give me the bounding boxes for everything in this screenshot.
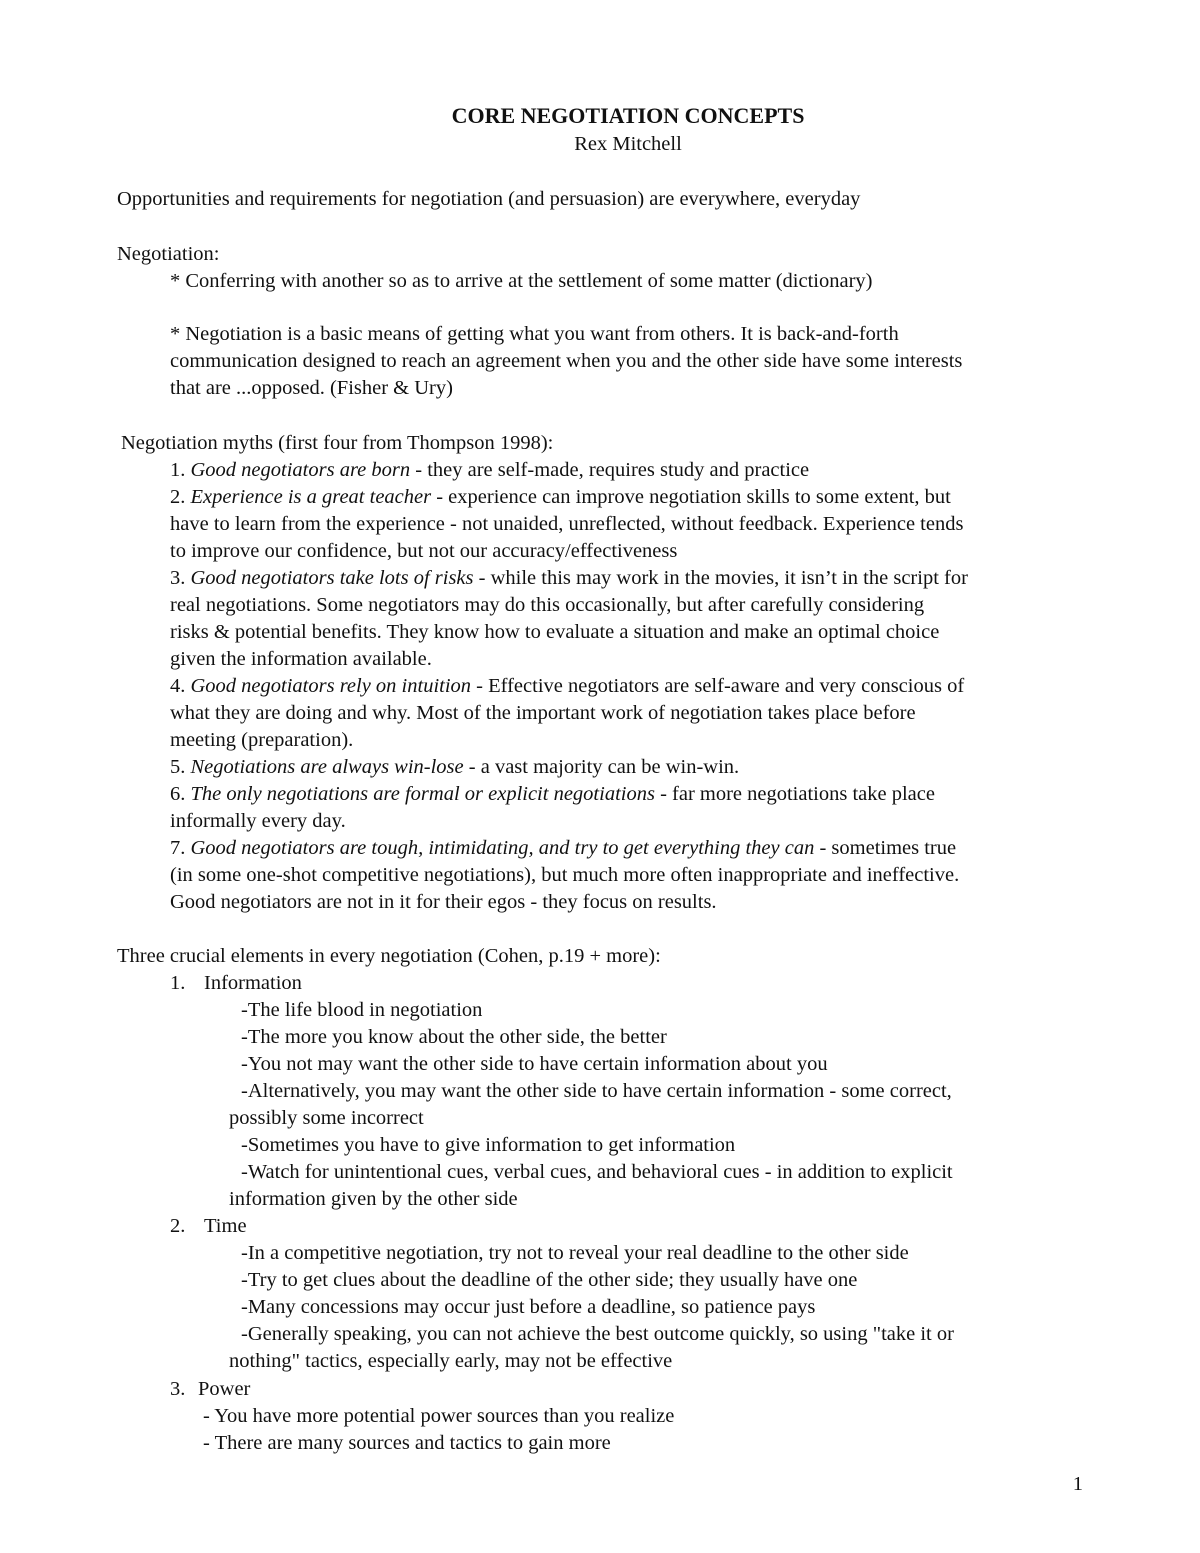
- myth-6-line: informally every day.: [170, 810, 346, 832]
- element-power-label: Power: [198, 1378, 251, 1400]
- element-number: 1.: [170, 972, 186, 994]
- myth-7-line: Good negotiators are not in it for their egos - they focus on results.: [170, 891, 717, 913]
- information-point: -You not may want the other side to have certain information about you: [241, 1053, 828, 1075]
- elements-heading: Three crucial elements in every negotiation (Cohen, p.19 + more):: [117, 945, 661, 967]
- definition-fisher-ury-line: communication designed to reach an agreement when you and the other side have some interests: [170, 350, 963, 372]
- myth-3-line: real negotiations. Some negotiators may do this occasionally, but after carefully considering: [170, 594, 925, 616]
- element-number: 2.: [170, 1215, 186, 1237]
- myth-4-line: meeting (preparation).: [170, 729, 354, 751]
- myths-heading: Negotiation myths (first four from Thompson 1998):: [121, 432, 554, 454]
- myth-2-line: to improve our confidence, but not our accuracy/effectiveness: [170, 540, 678, 562]
- information-point-continued: information given by the other side: [229, 1188, 518, 1210]
- myth-3: 3. Good negotiators take lots of risks - while this may work in the movies, it isn’t in the script for: [170, 567, 968, 589]
- author-name: Rex Mitchell: [574, 133, 682, 155]
- intro-paragraph: Opportunities and requirements for negotiation (and persuasion) are everywhere, everyday: [117, 188, 861, 210]
- element-information-label: Information: [204, 972, 302, 994]
- myth-1: 1. Good negotiators are born - they are self-made, requires study and practice: [170, 459, 810, 481]
- myth-4-line: what they are doing and why. Most of the important work of negotiation takes place before: [170, 702, 916, 724]
- time-point: -Try to get clues about the deadline of the other side; they usually have one: [241, 1269, 858, 1291]
- time-point: -Many concessions may occur just before a deadline, so patience pays: [241, 1296, 816, 1318]
- information-point: -The life blood in negotiation: [241, 999, 483, 1021]
- myth-7-line: (in some one-shot competitive negotiations), but much more often inappropriate and ineffective.: [170, 864, 960, 886]
- definition-fisher-ury-line: that are ...opposed. (Fisher & Ury): [170, 377, 453, 399]
- document-title: CORE NEGOTIATION CONCEPTS: [451, 103, 805, 128]
- element-time-label: Time: [204, 1215, 247, 1237]
- information-point: -Alternatively, you may want the other side to have certain information - some correct,: [241, 1080, 952, 1102]
- myth-2: 2. Experience is a great teacher - experience can improve negotiation skills to some extent, but: [170, 486, 951, 508]
- definition-dictionary: * Conferring with another so as to arrive at the settlement of some matter (dictionary): [170, 270, 873, 292]
- time-point: -In a competitive negotiation, try not to reveal your real deadline to the other side: [241, 1242, 909, 1264]
- element-number: 3.: [170, 1378, 186, 1400]
- time-point-continued: nothing" tactics, especially early, may not be effective: [229, 1350, 673, 1372]
- myth-2-line: have to learn from the experience - not unaided, unreflected, without feedback. Experience tends: [170, 513, 964, 535]
- power-point: - There are many sources and tactics to gain more: [203, 1432, 611, 1454]
- myth-3-line: given the information available.: [170, 648, 432, 670]
- myth-3-line: risks & potential benefits. They know how to evaluate a situation and make an optimal choice: [170, 621, 940, 643]
- information-point-continued: possibly some incorrect: [229, 1107, 424, 1129]
- definition-fisher-ury-line: * Negotiation is a basic means of getting what you want from others. It is back-and-forth: [170, 323, 899, 345]
- page-number: 1: [1072, 1473, 1083, 1495]
- information-point: -Watch for unintentional cues, verbal cues, and behavioral cues - in addition to explicit: [241, 1161, 953, 1183]
- myth-7: 7. Good negotiators are tough, intimidating, and try to get everything they can - sometimes true: [170, 837, 957, 859]
- myth-6: 6. The only negotiations are formal or explicit negotiations - far more negotiations take place: [170, 783, 935, 805]
- information-point: -The more you know about the other side, the better: [241, 1026, 667, 1048]
- time-point: -Generally speaking, you can not achieve the best outcome quickly, so using "take it or: [241, 1323, 954, 1345]
- negotiation-heading: Negotiation:: [117, 243, 220, 265]
- myth-5: 5. Negotiations are always win-lose - a vast majority can be win-win.: [170, 756, 740, 778]
- power-point: - You have more potential power sources than you realize: [203, 1405, 675, 1427]
- myth-4: 4. Good negotiators rely on intuition - Effective negotiators are self-aware and very conscious of: [170, 675, 965, 697]
- information-point: -Sometimes you have to give information to get information: [241, 1134, 736, 1156]
